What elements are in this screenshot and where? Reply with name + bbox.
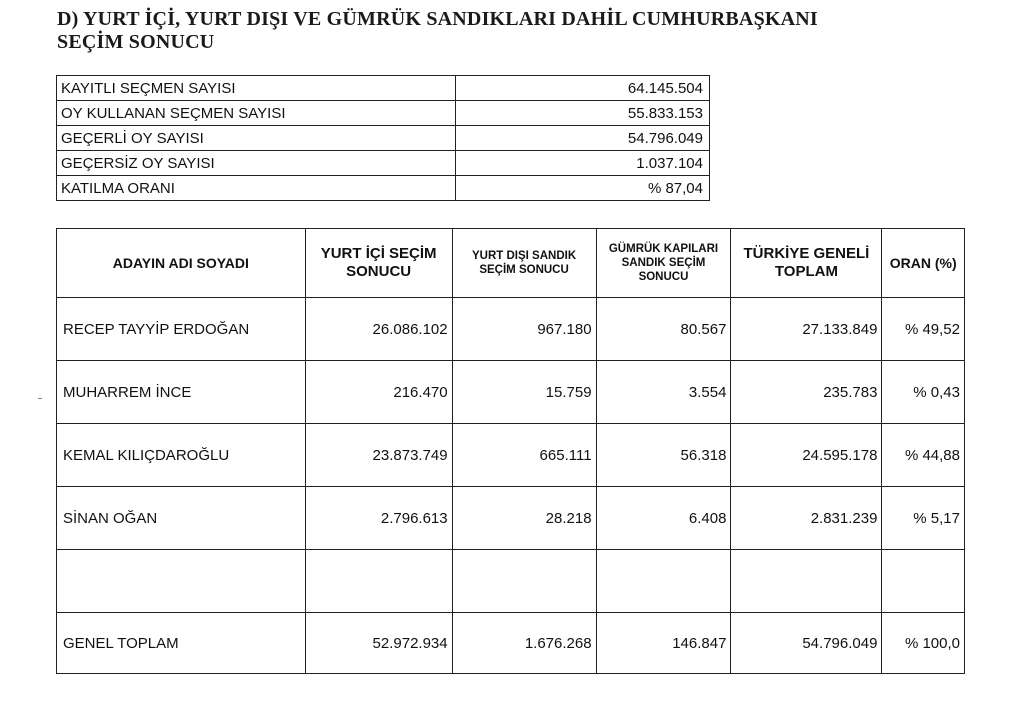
- total-votes: 24.595.178: [731, 424, 882, 487]
- summary-table: [56, 75, 710, 201]
- summary-label: KAYITLI SEÇMEN SAYISI: [57, 76, 456, 101]
- total-votes: 27.133.849: [731, 298, 882, 361]
- candidate-name: SİNAN OĞAN: [57, 487, 306, 550]
- empty-cell: [596, 550, 731, 613]
- empty-cell: [882, 550, 965, 613]
- empty-cell: [452, 550, 596, 613]
- empty-cell: [57, 550, 306, 613]
- customs-votes: 80.567: [596, 298, 731, 361]
- abroad-votes: 1.676.268: [452, 613, 596, 674]
- domestic-votes: 2.796.613: [305, 487, 452, 550]
- header-candidate-name: ADAYIN ADI SOYADI: [57, 229, 306, 298]
- table-row: [57, 361, 965, 424]
- domestic-votes: 52.972.934: [305, 613, 452, 674]
- customs-votes: 56.318: [596, 424, 731, 487]
- table-row: [57, 487, 965, 550]
- table-row: [57, 298, 965, 361]
- summary-row: [57, 126, 710, 151]
- vote-ratio: % 5,17: [882, 487, 965, 550]
- grand-total-label: GENEL TOPLAM: [57, 613, 306, 674]
- summary-value: 1.037.104: [456, 151, 710, 176]
- vote-ratio: % 0,43: [882, 361, 965, 424]
- abroad-votes: 28.218: [452, 487, 596, 550]
- abroad-votes: 967.180: [452, 298, 596, 361]
- candidate-name: MUHARREM İNCE: [57, 361, 306, 424]
- summary-value: % 87,04: [456, 176, 710, 201]
- customs-votes: 3.554: [596, 361, 731, 424]
- scan-speck: [38, 398, 42, 399]
- summary-label: KATILMA ORANI: [57, 176, 456, 201]
- table-row: [57, 424, 965, 487]
- header-domestic: YURT İÇİ SEÇİM SONUCU: [305, 229, 452, 298]
- abroad-votes: 15.759: [452, 361, 596, 424]
- empty-row: [57, 550, 965, 613]
- domestic-votes: 26.086.102: [305, 298, 452, 361]
- summary-row: [57, 76, 710, 101]
- header-customs: GÜMRÜK KAPILARI SANDIK SEÇİM SONUCU: [596, 229, 731, 298]
- candidate-name: RECEP TAYYİP ERDOĞAN: [57, 298, 306, 361]
- header-abroad: YURT DIŞI SANDIK SEÇİM SONUCU: [452, 229, 596, 298]
- domestic-votes: 216.470: [305, 361, 452, 424]
- total-votes: 2.831.239: [731, 487, 882, 550]
- summary-row: [57, 151, 710, 176]
- domestic-votes: 23.873.749: [305, 424, 452, 487]
- summary-label: GEÇERSİZ OY SAYISI: [57, 151, 456, 176]
- summary-label: GEÇERLİ OY SAYISI: [57, 126, 456, 151]
- total-votes: 54.796.049: [731, 613, 882, 674]
- customs-votes: 146.847: [596, 613, 731, 674]
- empty-cell: [305, 550, 452, 613]
- customs-votes: 6.408: [596, 487, 731, 550]
- vote-ratio: % 44,88: [882, 424, 965, 487]
- total-votes: 235.783: [731, 361, 882, 424]
- summary-label: OY KULLANAN SEÇMEN SAYISI: [57, 101, 456, 126]
- header-ratio: ORAN (%): [882, 229, 965, 298]
- summary-value: 64.145.504: [456, 76, 710, 101]
- summary-row: [57, 176, 710, 201]
- results-header-row: [57, 229, 965, 298]
- vote-ratio: % 100,0: [882, 613, 965, 674]
- candidate-name: KEMAL KILIÇDAROĞLU: [57, 424, 306, 487]
- grand-total-row: [57, 613, 965, 674]
- abroad-votes: 665.111: [452, 424, 596, 487]
- summary-value: 55.833.153: [456, 101, 710, 126]
- vote-ratio: % 49,52: [882, 298, 965, 361]
- empty-cell: [731, 550, 882, 613]
- results-table: [56, 228, 965, 674]
- summary-value: 54.796.049: [456, 126, 710, 151]
- summary-row: [57, 101, 710, 126]
- page-title: D) YURT İÇİ, YURT DIŞI VE GÜMRÜK SANDIKLARI DAHİL CUMHURBAŞKANI SEÇİM SONUCU: [57, 8, 818, 53]
- header-total: TÜRKİYE GENELİ TOPLAM: [731, 229, 882, 298]
